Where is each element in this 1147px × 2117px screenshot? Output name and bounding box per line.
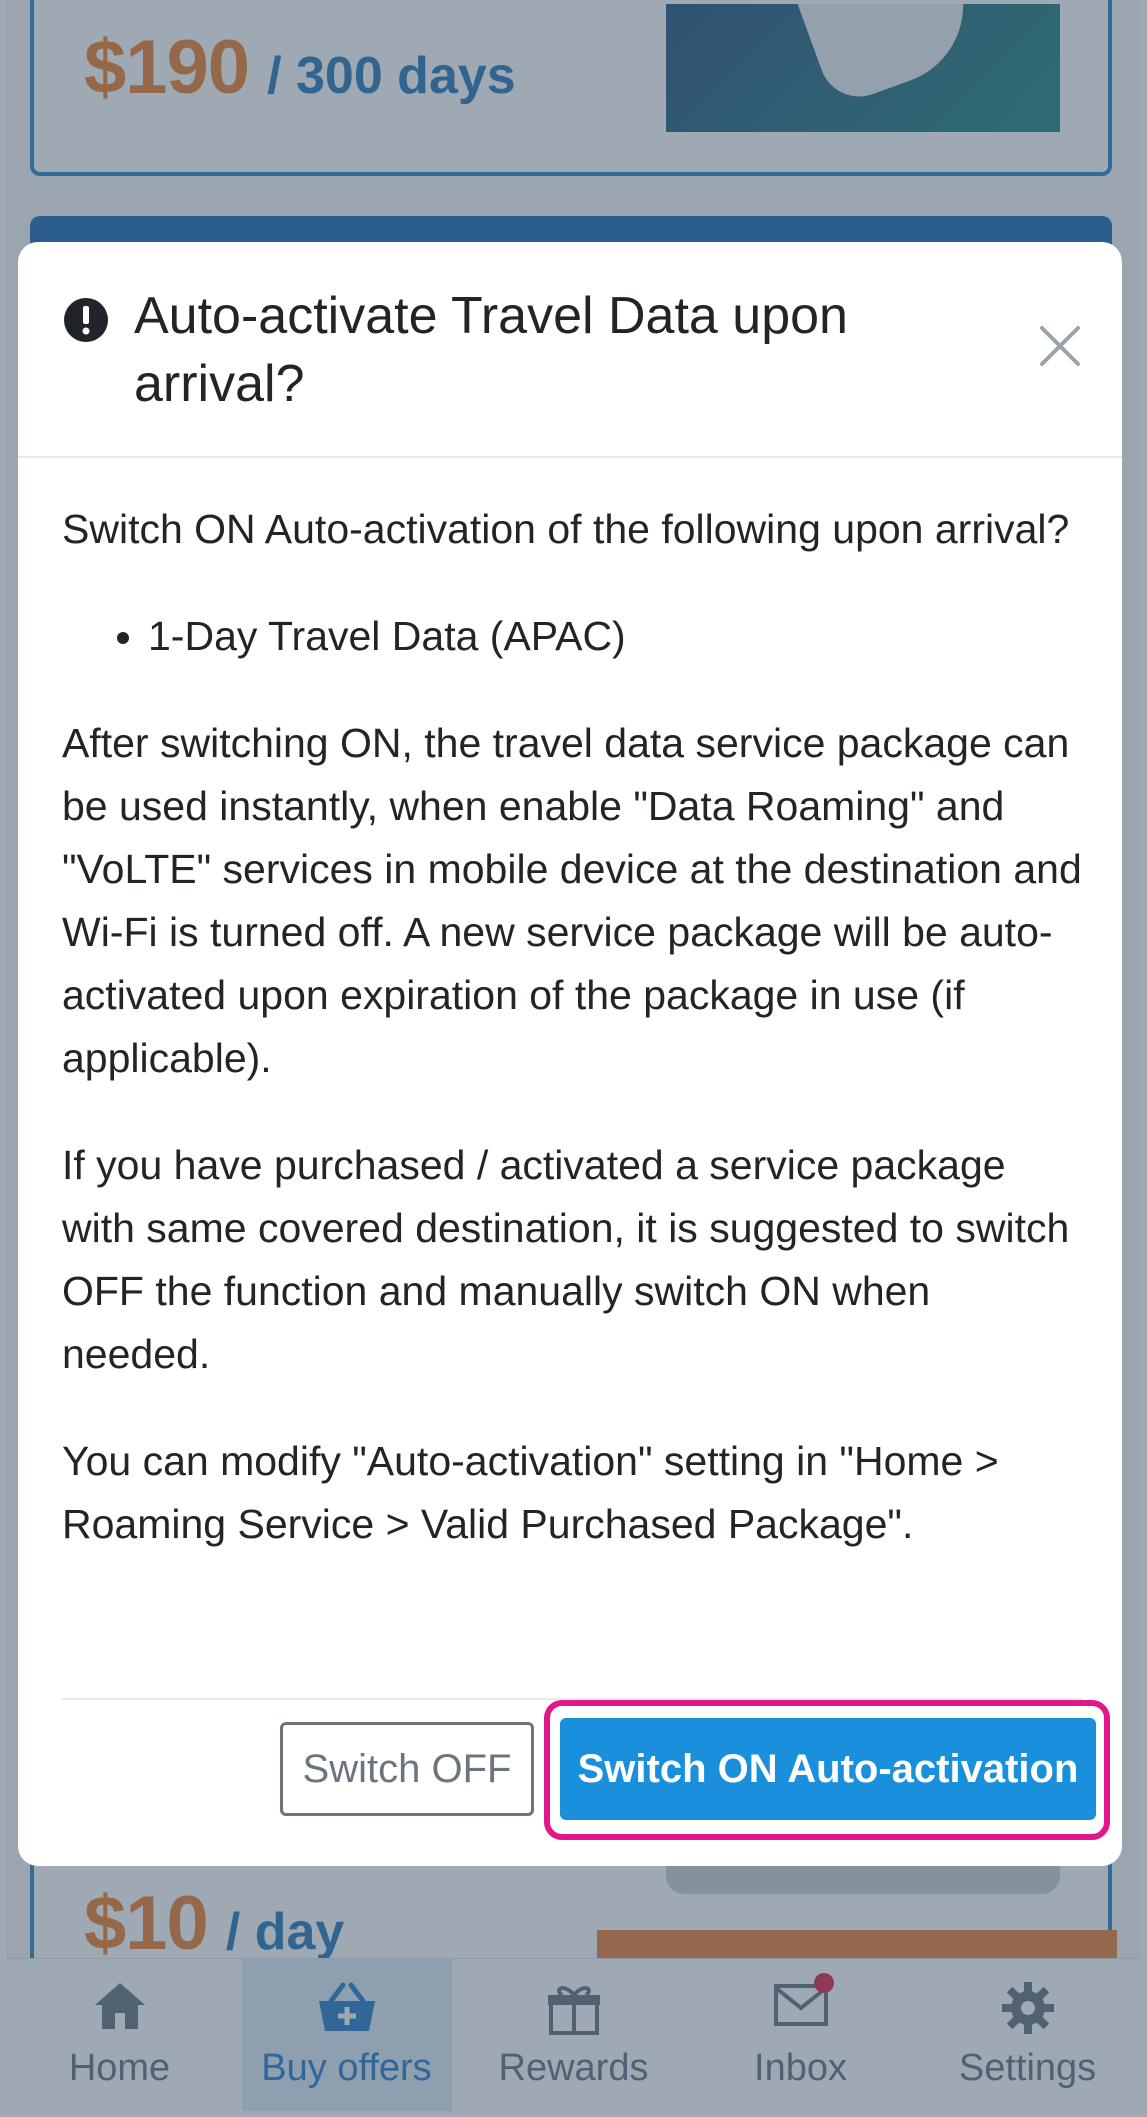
dialog-title: Auto-activate Travel Data upon arrival? <box>134 287 848 413</box>
switch-off-button[interactable]: Switch OFF <box>280 1722 534 1816</box>
package-list-item: • 1-Day Travel Data (APAC) <box>148 605 1082 668</box>
close-icon[interactable] <box>1036 322 1084 370</box>
package-list <box>62 605 1082 668</box>
switch-on-auto-activation-button[interactable]: Switch ON Auto-activation <box>560 1718 1096 1820</box>
dialog-intro: Switch ON Auto-activation of the following upon arrival? <box>62 506 1070 552</box>
dialog-paragraph-usage: After switching ON, the travel data service package can be used instantly, when enable "Data Roaming" and "VoLTE" services in mobile device at the destination and Wi-Fi is turned off. A new service package will be auto-activated upon expiration of the package in use (if applicable). <box>62 720 1082 1081</box>
exclamation-circle-icon <box>62 296 110 344</box>
auto-activation-dialog <box>18 242 1122 1866</box>
dialog-body <box>62 498 1082 1600</box>
dialog-paragraph-suggestion: If you have purchased / activated a service package with same covered destination, it is suggested to switch OFF the function and manually switch ON when needed. <box>62 1142 1070 1377</box>
dialog-header <box>18 242 1122 458</box>
dialog-paragraph-settings: You can modify "Auto-activation" setting in "Home > Roaming Service > Valid Purchased Package". <box>62 1438 999 1547</box>
